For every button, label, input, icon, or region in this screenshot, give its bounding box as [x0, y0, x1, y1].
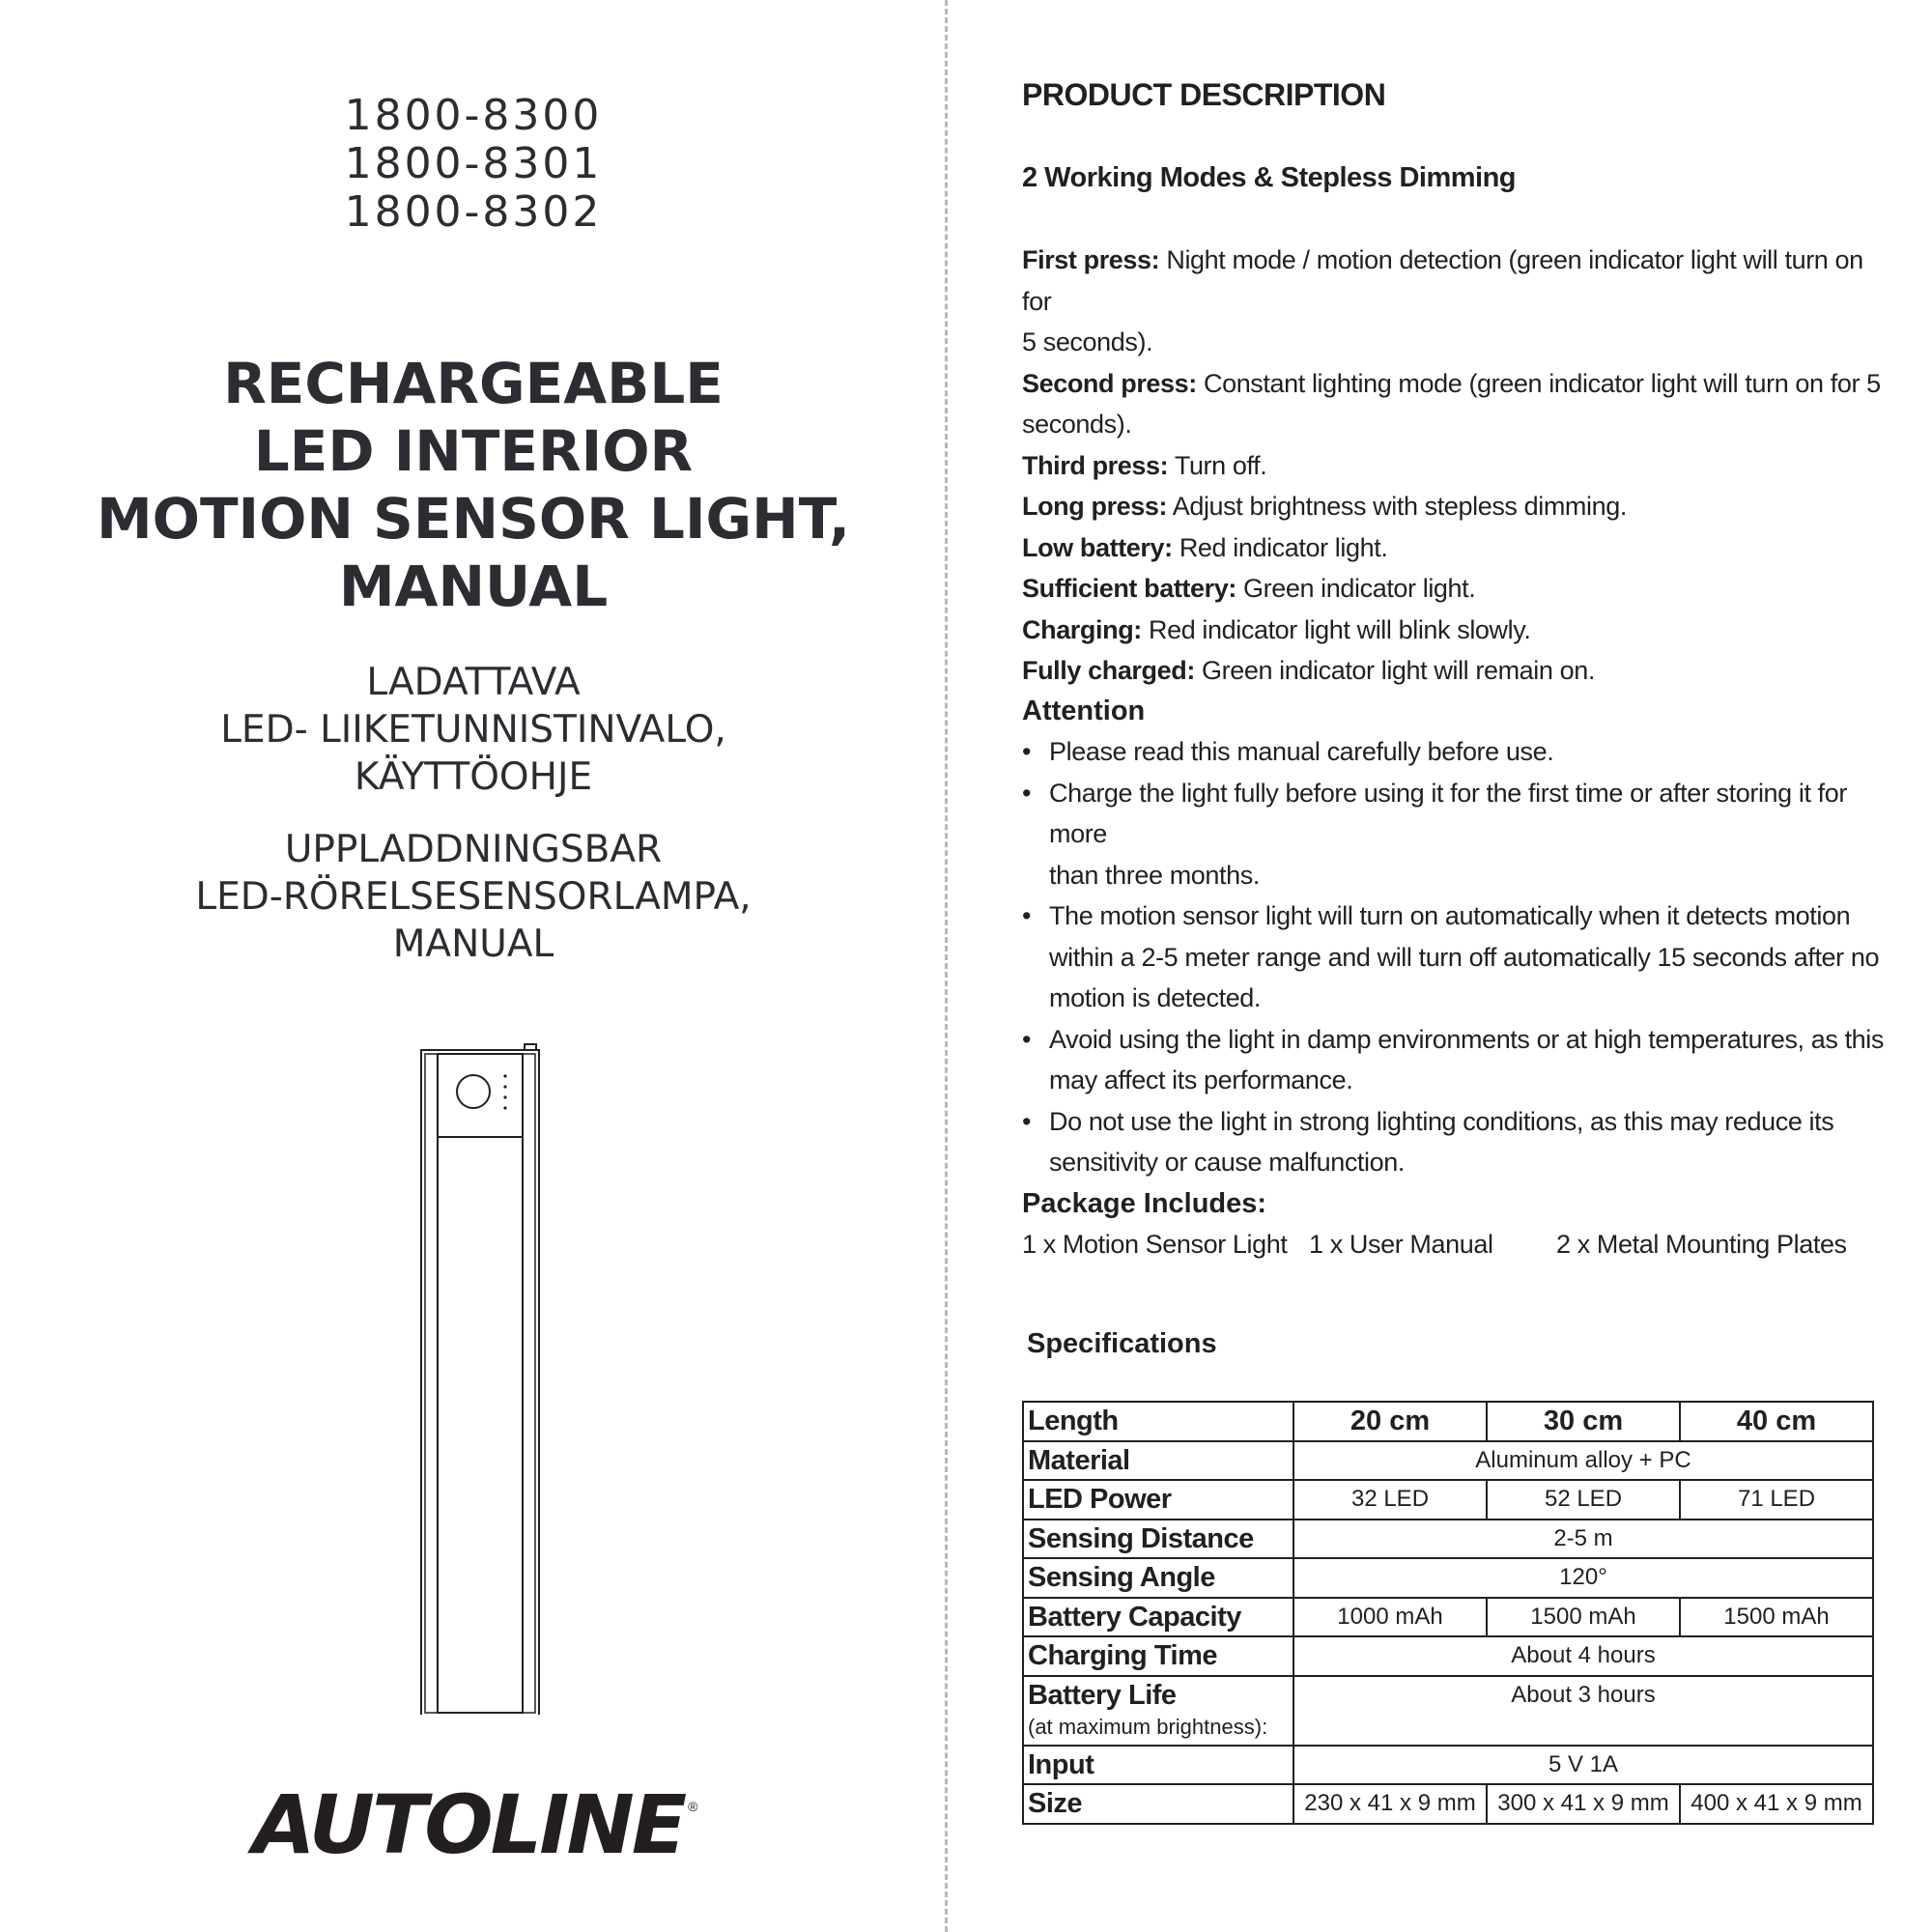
spec-value: 20 cm [1293, 1402, 1487, 1441]
spec-value: 30 cm [1487, 1402, 1680, 1441]
spec-label-note: (at maximum brightness): [1028, 1714, 1268, 1739]
section-heading: PRODUCT DESCRIPTION [1022, 77, 1386, 112]
title-line: MANUAL [338, 554, 609, 619]
spec-label-text: Battery Life [1028, 1679, 1177, 1711]
model-number: 1800-8301 [344, 139, 603, 188]
spec-value: 230 x 41 x 9 mm [1293, 1784, 1487, 1824]
mode-label: Sufficient battery: [1022, 574, 1236, 603]
title-line: UPPLADDNINGSBAR [284, 828, 663, 871]
spec-label: Sensing Distance [1023, 1520, 1293, 1559]
brand-name: AUTOLINE [252, 1777, 685, 1872]
attention-item [1022, 731, 1891, 773]
specifications-table [1022, 1401, 1874, 1825]
spec-label [1023, 1676, 1293, 1746]
spec-value: 40 cm [1680, 1402, 1873, 1441]
title-finnish [39, 659, 908, 801]
mode-label: Long press: [1022, 492, 1168, 521]
attention-line: Avoid using the light in damp environments or at high temperatures, as this [1049, 1024, 1884, 1054]
title-english [39, 350, 908, 620]
mode-text: Adjust brightness with stepless dimming. [1167, 492, 1627, 521]
attention-line: within a 2-5 meter range and will turn off automatically 15 seconds after no [1049, 942, 1880, 972]
mode-text: Constant lighting mode (green indicator light will turn on for 5 [1196, 368, 1881, 398]
spec-value: Aluminum alloy + PC [1293, 1441, 1873, 1481]
mode-item [1022, 527, 1891, 569]
package-heading: Package Includes: [1022, 1188, 1267, 1219]
mode-text: Red indicator light. [1172, 532, 1388, 562]
mode-text: Night mode / motion detection (green indicator light will turn on for [1022, 245, 1863, 316]
mode-label: Second press: [1022, 368, 1197, 398]
page-divider [945, 0, 948, 1932]
title-swedish [39, 826, 908, 968]
spec-label: LED Power [1023, 1480, 1293, 1520]
spec-label: Sensing Angle [1023, 1558, 1293, 1598]
mode-item-continued: 5 seconds). [1022, 327, 1153, 356]
mode-label: Fully charged: [1022, 656, 1195, 685]
package-item: 1 x Motion Sensor Light [1022, 1230, 1288, 1259]
attention-line: Charge the light fully before using it for the first time or after storing it for more [1049, 778, 1847, 848]
mode-item-continued: seconds). [1022, 410, 1132, 439]
table-row [1023, 1746, 1873, 1785]
mode-item [1022, 486, 1891, 527]
spec-value: 1500 mAh [1487, 1598, 1680, 1637]
attention-line: The motion sensor light will turn on automatically when it detects motion [1049, 901, 1851, 930]
table-row [1023, 1480, 1873, 1520]
title-line: LED- LIIKETUNNISTINVALO, [220, 708, 726, 752]
attention-item [1022, 1101, 1891, 1183]
spec-value: 5 V 1A [1293, 1746, 1873, 1785]
attention-item [1022, 895, 1891, 1019]
spec-value: 32 LED [1293, 1480, 1487, 1520]
title-line: MOTION SENSOR LIGHT, [96, 486, 851, 552]
spec-value: 120° [1293, 1558, 1873, 1598]
title-line: RECHARGEABLE [223, 351, 724, 416]
mode-label: Third press: [1022, 450, 1169, 480]
spec-label: Input [1023, 1746, 1293, 1785]
model-numbers [39, 92, 908, 237]
spec-label: Battery Capacity [1023, 1598, 1293, 1637]
table-row [1023, 1558, 1873, 1598]
spec-value: 400 x 41 x 9 mm [1680, 1784, 1873, 1824]
spec-value: 71 LED [1680, 1480, 1873, 1520]
mode-label: Low battery: [1022, 532, 1173, 562]
model-number: 1800-8302 [344, 187, 603, 237]
spec-label: Size [1023, 1784, 1293, 1824]
sensor-icon [457, 1075, 490, 1108]
table-row [1023, 1402, 1873, 1441]
attention-line: sensitivity or cause malfunction. [1049, 1148, 1405, 1177]
title-line: MANUAL [392, 923, 554, 966]
spec-label: Charging Time [1023, 1636, 1293, 1676]
spec-value: 52 LED [1487, 1480, 1680, 1520]
table-row [1023, 1441, 1873, 1481]
spec-label: Material [1023, 1441, 1293, 1481]
registered-mark: ® [688, 1799, 698, 1814]
mode-item [1022, 240, 1891, 322]
attention-line: Please read this manual carefully before use. [1049, 737, 1554, 766]
bullet: • [1022, 778, 1032, 808]
mode-item [1022, 650, 1891, 692]
spec-value: 1000 mAh [1293, 1598, 1487, 1637]
bullet: • [1022, 1024, 1032, 1054]
mode-label: First press: [1022, 245, 1160, 274]
attention-list [1022, 731, 1891, 1183]
spec-value: 1500 mAh [1680, 1598, 1873, 1637]
attention-item [1022, 1019, 1891, 1101]
spec-value: 300 x 41 x 9 mm [1487, 1784, 1680, 1824]
attention-line: Do not use the light in strong lighting conditions, as this may reduce its [1049, 1106, 1834, 1136]
bullet: • [1022, 1106, 1032, 1136]
mode-item [1022, 445, 1891, 487]
spec-value: 2-5 m [1293, 1520, 1873, 1559]
mode-item [1022, 568, 1891, 610]
title-line: KÄYTTÖOHJE [354, 755, 593, 799]
mode-text: Turn off. [1168, 450, 1267, 480]
attention-line: than three months. [1049, 860, 1260, 890]
light-bar-illustration [420, 1038, 546, 1715]
mode-label: Charging: [1022, 614, 1142, 644]
model-number: 1800-8300 [344, 91, 603, 140]
attention-heading: Attention [1022, 696, 1146, 726]
spec-label: Length [1023, 1402, 1293, 1441]
mode-text: Green indicator light will remain on. [1194, 656, 1595, 685]
table-row [1023, 1784, 1873, 1824]
bullet: • [1022, 737, 1032, 766]
attention-item [1022, 773, 1891, 896]
package-items [1022, 1224, 1891, 1264]
mode-item [1022, 610, 1891, 651]
table-row [1023, 1520, 1873, 1559]
package-item: 2 x Metal Mounting Plates [1556, 1230, 1847, 1259]
mode-text: Green indicator light. [1236, 574, 1476, 603]
mode-item [1022, 363, 1891, 405]
table-row [1023, 1676, 1873, 1746]
attention-line: motion is detected. [1049, 983, 1262, 1012]
package-item: 1 x User Manual [1309, 1230, 1493, 1259]
spec-value: About 3 hours [1293, 1676, 1873, 1746]
table-row [1023, 1598, 1873, 1637]
attention-line: may affect its performance. [1049, 1065, 1353, 1094]
title-line: LED INTERIOR [253, 418, 694, 484]
mode-text: Red indicator light will blink slowly. [1141, 614, 1531, 644]
specifications-heading: Specifications [1027, 1328, 1217, 1359]
table-row [1023, 1636, 1873, 1676]
bullet: • [1022, 901, 1032, 930]
title-line: LADATTAVA [366, 661, 581, 704]
spec-value: About 4 hours [1293, 1636, 1873, 1676]
title-line: LED-RÖRELSESENSORLAMPA, [195, 875, 752, 919]
modes-heading: 2 Working Modes & Stepless Dimming [1022, 162, 1517, 193]
modes-list [1022, 240, 1891, 692]
brand-logo [39, 1777, 908, 1874]
